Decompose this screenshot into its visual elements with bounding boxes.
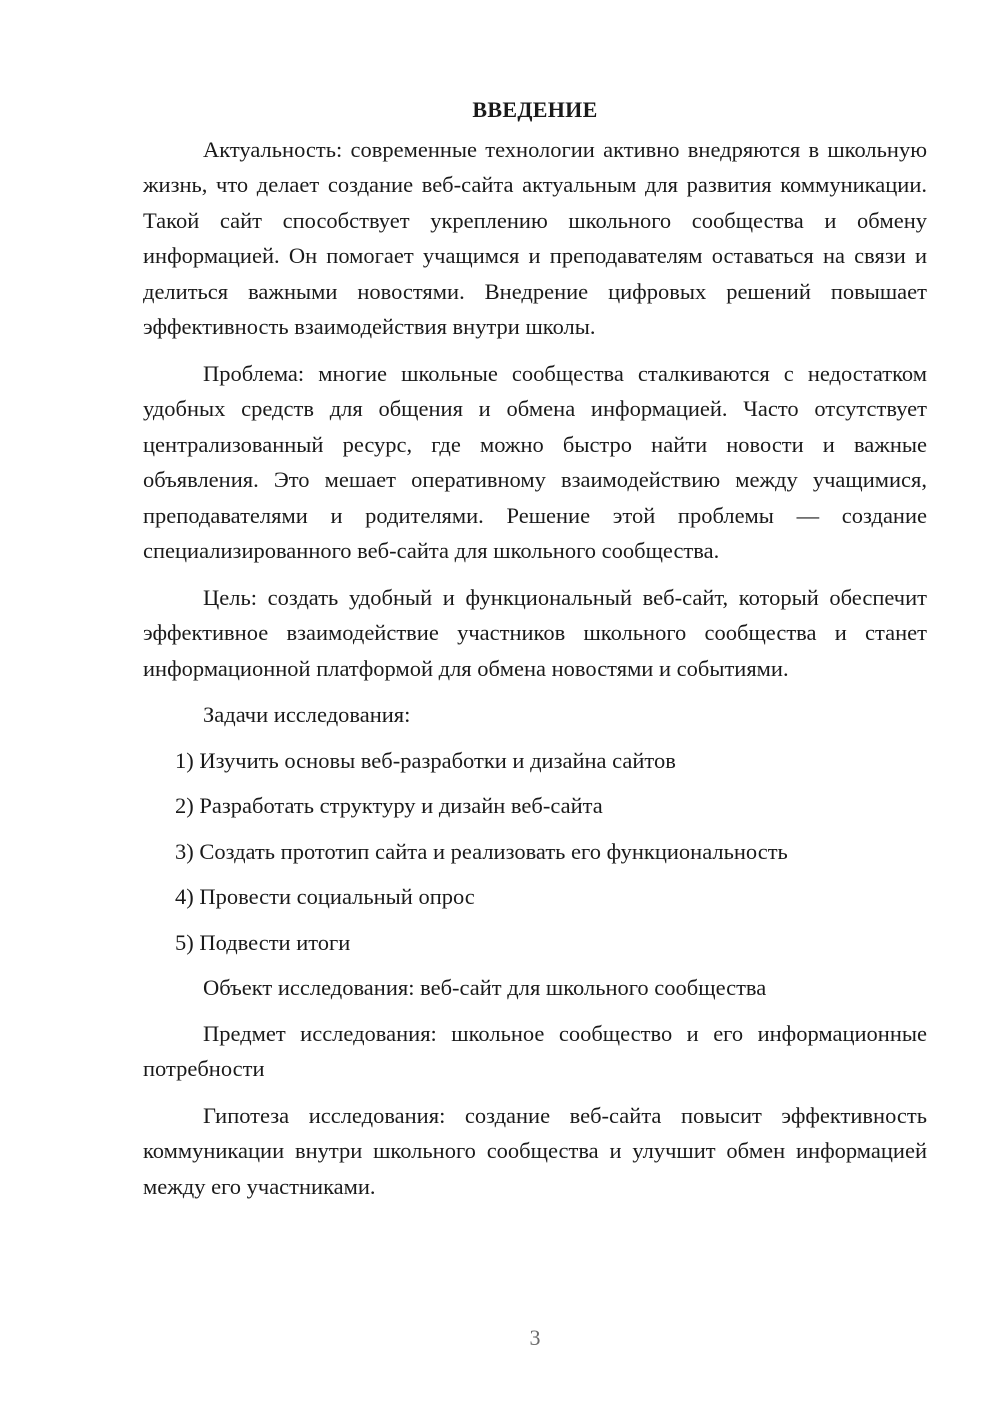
paragraph-problem: Проблема: многие школьные сообщества сталкиваются с недостатком удобных средств для общения и обмена информацией. Часто отсутствует централизованный ресурс, где можно быстро найти новости и важные объявления. Это мешает оперативному взаимодействию между учащимися, преподавателями и родителями. Решение этой проблемы — создание специализированного веб-сайта для школьного сообщества. <box>143 360 927 563</box>
task-item: 5) Подвести итоги <box>175 929 351 955</box>
page-content <box>143 92 927 1215</box>
page-title: ВВЕДЕНИЕ <box>472 97 598 122</box>
research-subject: Предмет исследования: школьное сообщество и его информационные потребности <box>143 1020 927 1081</box>
page-number: 3 <box>529 1325 541 1350</box>
task-item: 1) Изучить основы веб-разработки и дизайна сайтов <box>175 747 676 773</box>
task-item: 4) Провести социальный опрос <box>175 884 475 909</box>
tasks-list <box>143 743 927 961</box>
tasks-heading: Задачи исследования: <box>203 702 411 727</box>
task-item: 2) Разработать структуру и дизайн веб-сайта <box>175 793 603 818</box>
task-item: 3) Создать прототип сайта и реализовать его функциональность <box>175 838 788 864</box>
paragraph-relevance: Актуальность: современные технологии активно внедряются в школьную жизнь, что делает создание веб-сайта актуальным для развития коммуникации. Такой сайт способствует укреплению школьного сообщества и обмену информацией. Он помогает учащимся и преподавателям оставаться на связи и делиться важными новостями. Внедрение цифровых решений повышает эффективность взаимодействия внутри школы. <box>143 136 927 339</box>
research-object: Объект исследования: веб-сайт для школьного сообщества <box>203 975 767 1000</box>
paragraph-goal: Цель: создать удобный и функциональный веб-сайт, который обеспечит эффективное взаимодействие участников школьного сообщества и станет информационной платформой для обмена новостями и событиями. <box>143 584 927 681</box>
research-hypothesis: Гипотеза исследования: создание веб-сайта повысит эффективность коммуникации внутри школьного сообщества и улучшит обмен информацией между его участниками. <box>143 1102 927 1199</box>
